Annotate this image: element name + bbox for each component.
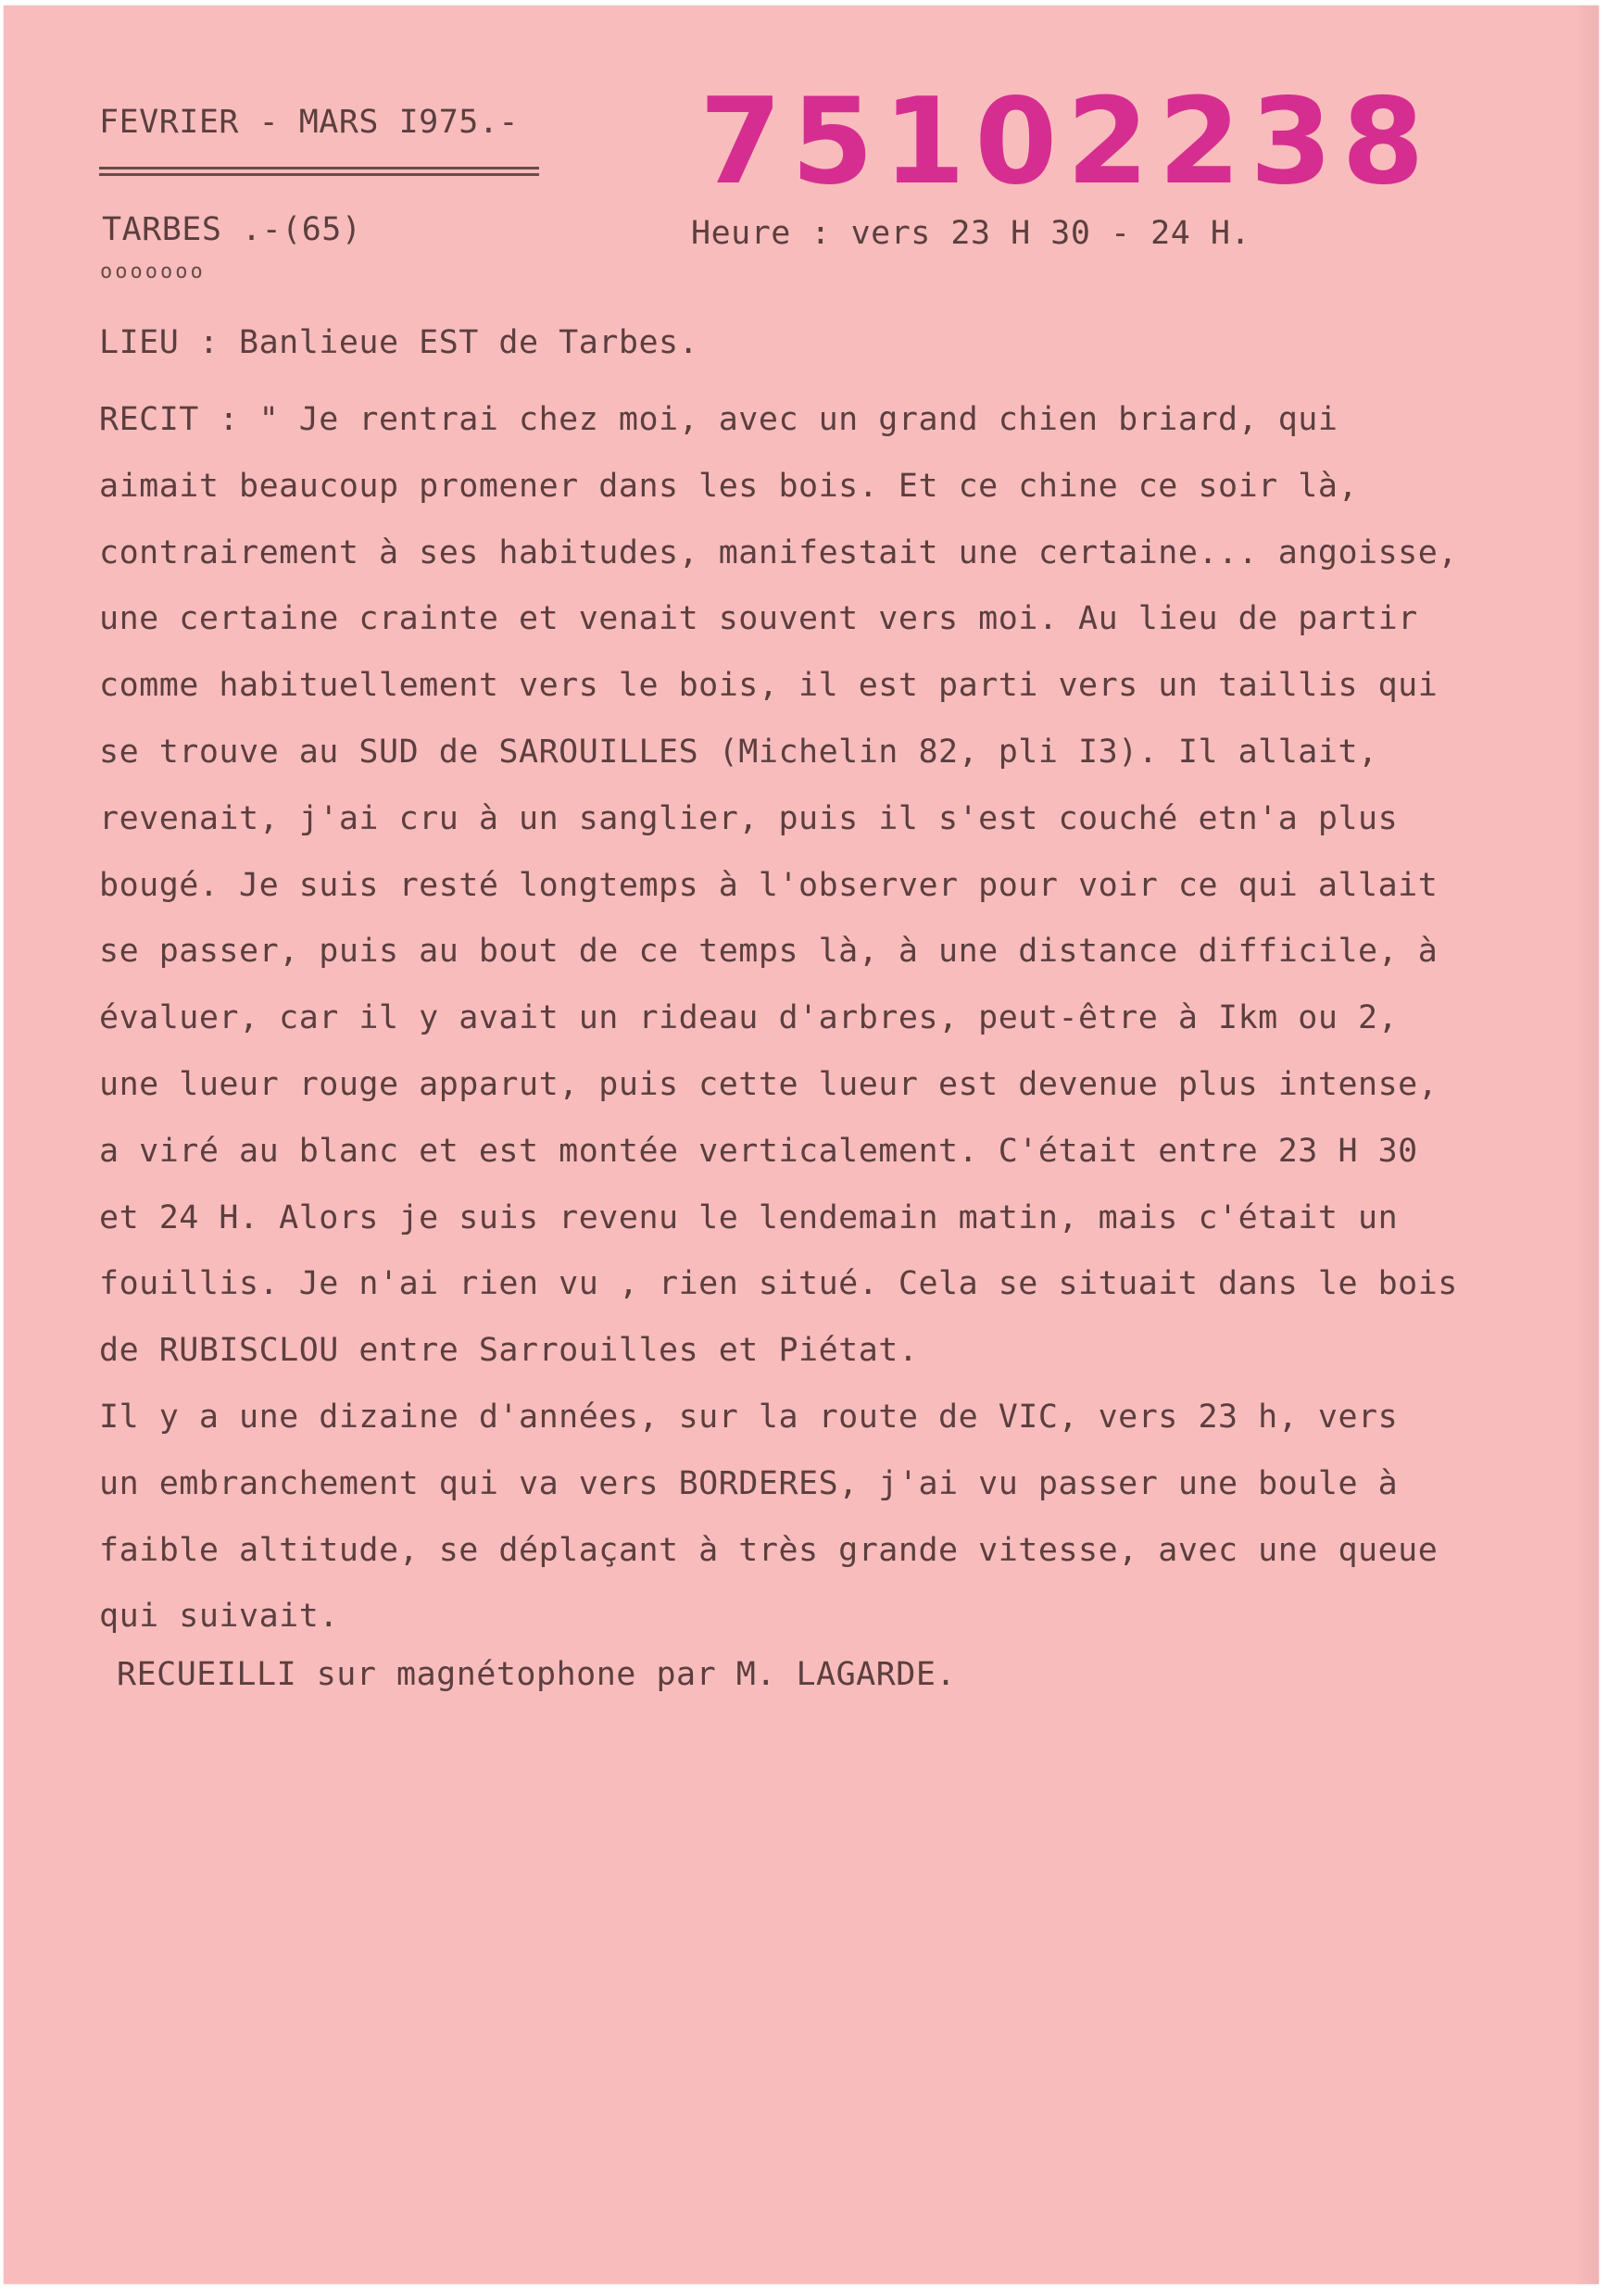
header-time: Heure : vers 23 H 30 - 24 H. bbox=[691, 215, 1251, 252]
body-line: comme habituellement vers le bois, il est parti vers un taillis qui bbox=[99, 667, 1439, 705]
body-line: a viré au blanc et est montée verticalement. C'était entre 23 H 30 bbox=[99, 1132, 1418, 1170]
reference-number-stamp: 75102238 bbox=[699, 73, 1434, 211]
body-line: faible altitude, se déplaçant à très grande vitesse, avec une queue bbox=[99, 1531, 1439, 1569]
header-date: FEVRIER - MARS I975.- bbox=[99, 104, 520, 141]
body-line: qui suivait. bbox=[99, 1598, 339, 1636]
lieu-line: LIEU : Banlieue EST de Tarbes. bbox=[99, 324, 699, 361]
body-line: revenait, j'ai cru à un sanglier, puis il s'est couché etn'a plus bbox=[99, 799, 1399, 837]
body-line: bougé. Je suis resté longtemps à l'observer pour voir ce qui allait bbox=[99, 866, 1439, 904]
place-underline: ooooooo bbox=[100, 260, 206, 283]
body-line: fouillis. Je n'ai rien vu , rien situé. Cela se situait dans le bois bbox=[99, 1265, 1458, 1303]
recit-body bbox=[99, 387, 1600, 1650]
body-line: évaluer, car il y avait un rideau d'arbres, peut-être à Ikm ou 2, bbox=[99, 999, 1399, 1037]
body-line: contrairement à ses habitudes, manifestait une certaine... angoisse, bbox=[99, 533, 1458, 571]
body-line: et 24 H. Alors je suis revenu le lendemain matin, mais c'était un bbox=[99, 1198, 1399, 1236]
body-line: un embranchement qui va vers BORDERES, j'ai vu passer une boule à bbox=[99, 1464, 1399, 1502]
body-line: aimait beaucoup promener dans les bois. Et ce chine ce soir là, bbox=[99, 467, 1359, 505]
body-line: se trouve au SUD de SAROUILLES (Michelin 82, pli I3). Il allait, bbox=[99, 733, 1378, 771]
body-line: une lueur rouge apparut, puis cette lueur est devenue plus intense, bbox=[99, 1065, 1439, 1103]
header-double-rule bbox=[99, 167, 539, 176]
body-line: de RUBISCLOU entre Sarrouilles et Piétat. bbox=[99, 1332, 919, 1370]
body-line: une certaine crainte et venait souvent vers moi. Au lieu de partir bbox=[99, 600, 1418, 638]
body-line: RECIT : " Je rentrai chez moi, avec un grand chien briard, qui bbox=[99, 401, 1338, 438]
body-line: Il y a une dizaine d'années, sur la route de VIC, vers 23 h, vers bbox=[99, 1398, 1399, 1436]
header-place: TARBES .-(65) bbox=[102, 211, 362, 248]
body-line: se passer, puis au bout de ce temps là, à une distance difficile, à bbox=[99, 933, 1439, 971]
recorded-by-footer: RECUEILLI sur magnétophone par M. LAGARDE. bbox=[117, 1656, 957, 1693]
